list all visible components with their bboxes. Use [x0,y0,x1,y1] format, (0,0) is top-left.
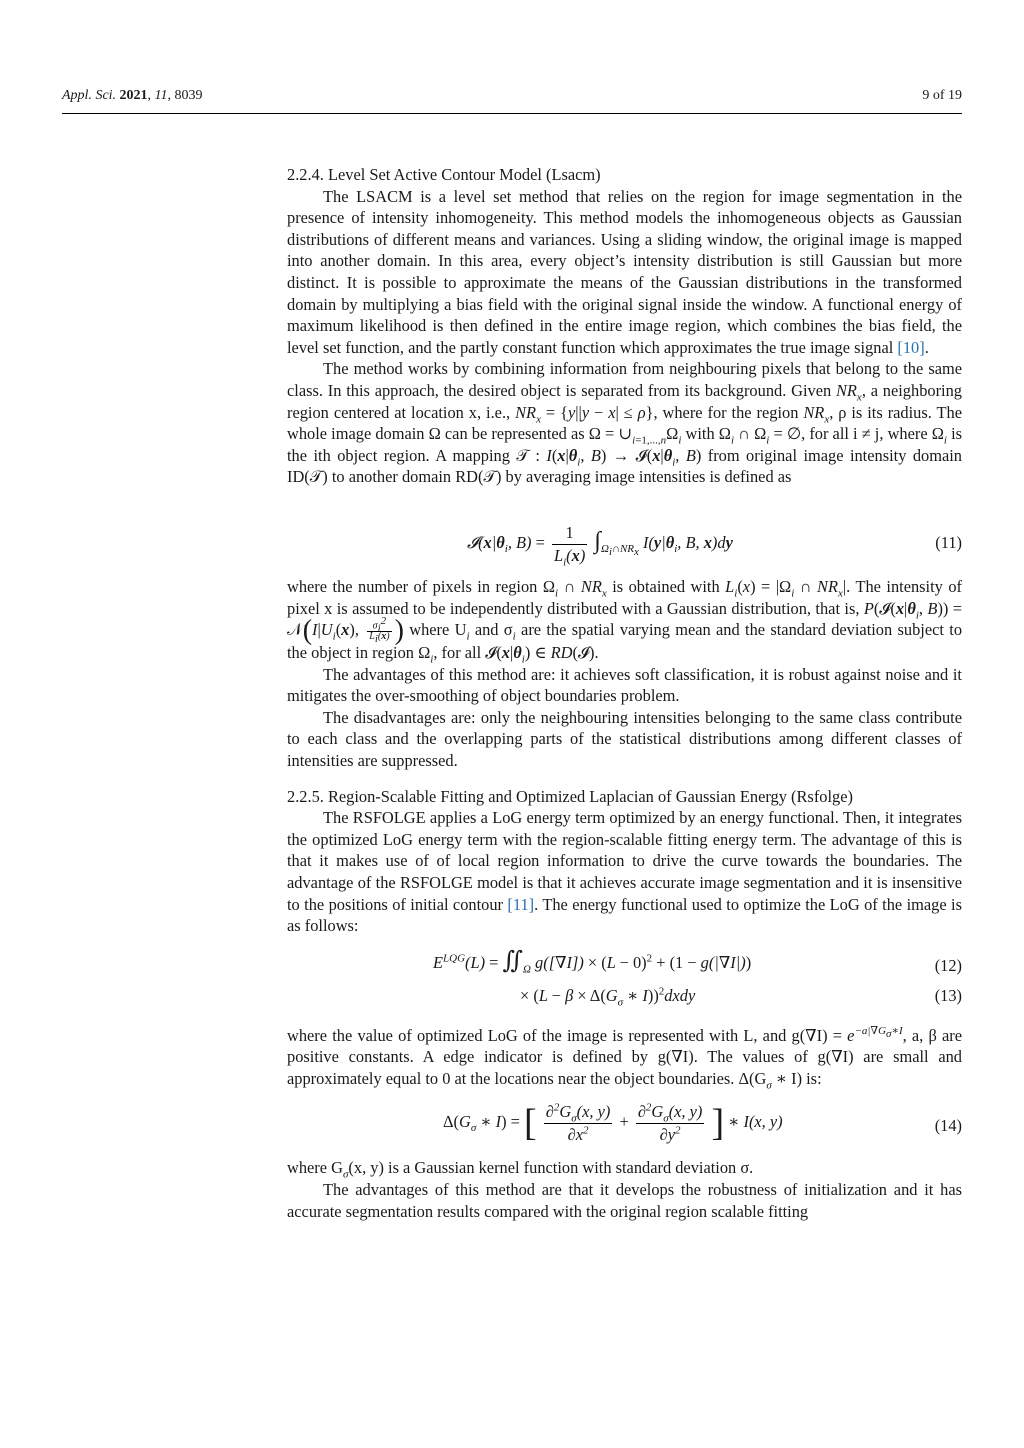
paragraph: The disadvantages are: only the neighbouring intensities belonging to the same class contribute to each class and the overlapping parts of the statistical distributions among different classes of intensities are suppressed. [287,707,962,770]
journal-volume: 11 [154,88,168,103]
paragraph: where $G_\sigma(x$, y) is a Gaussian kernel function with standard deviation σ. [287,1158,754,1181]
journal-year: 2021 [119,88,148,103]
equation-12: $E^{LQG}(L)$ = $∬_\Omega$ $g([\nabla I]) \times (L - 0)^2 + (1 - g(|\nabla I|))$ (12) [433,947,962,975]
article-number: 8039 [174,88,203,103]
citation-link[interactable]: [10] [897,337,925,357]
equation-13: × ($L - \beta \times \Delta(G_\sigma$ ∗ I))$^2$dxdy (13) [520,985,962,1008]
equation-number: (14) [934,1116,962,1136]
paragraph: where the number of pixels in region $\Omega_i$ ∩ $NR_x$ is obtained with $L_i(x) = |\Omega_i$ ∩ $NR_x|$. The intensity of pixel x is assumed to be independently distributed with a Gaussian distribution, that is, $P(𝓘(x|\theta_i$, $B)) = 𝒩(I|U_i(x)$, $\frac{\sigma_i^2}{L_i(x)}$ ) where $U_i$ and $\sigma_i$ are the spatial varying mean and the standard deviation subject to the object in region $\Omega_i$, for all $𝓘(x|\theta_i)$ ∈ RD(𝓘). [287,576,963,666]
equation-11: $𝓘(x|\theta_i$, B) = $\frac{1}{L_i(x)}$ $\int_{\Omega_i\cap NR_x}$ $I(y|\theta_i$, B, x)dy (11) [467,522,962,568]
main-column [287,164,962,1222]
running-header: Appl. Sci. 2021, 11, 8039 [62,88,203,103]
equation-number: (13) [934,985,962,1005]
citation-link[interactable]: [11] [507,894,535,914]
section-heading-2-2-4: 2.2.4. Level Set Active Contour Model (Lsacm) [287,165,601,184]
section-heading-2-2-5: 2.2.5. Region-Scalable Fitting and Optimized Laplacian of Gaussian Energy (Rsfolge) [287,786,853,806]
paragraph: where the value of optimized LoG of the image is represented with L, and $g(\nabla I) = e^{-a|\nabla G_\sigma∗I}$, a, β are positive constants. A edge indicator is defined by g(∇I). The values of g(∇I) are small and approximately equal to 0 at the locations near the object boundaries. $\Delta(G_\sigma$ ∗ I) is: [287,1025,962,1092]
paragraph: The advantages of this method are that it develops the robustness of initialization and it has accurate segmentation results compared with the original region scalable fitting [287,1180,962,1221]
paragraph: The method works by combining information from neighbouring pixels that belong to the same class. In this approach, the desired object is separated from its background. Given $NR_x$, a neighboring region centered at location x, i.e., $NR_x = \{y||y - x| \le \rho\}$, where for the region $NR_x$, ρ is its radius. The whole image domain Ω can be represented as $\Omega = \cup_{i=1,...,n}\Omega_i$ with $\Omega_i$ ∩ $\Omega_i$ = ∅, for all i ≠ j, where $\Omega_i$ is the ith object region. A mapping 𝒯 : $I(x|\theta_i$, $B) \to 𝓘(x|\theta_i$, B) from original image intensity domain ID(𝒯) to another domain RD(𝒯) by averaging image intensities is defined as [287,359,963,487]
page-number: 9 of 19 [922,88,962,103]
equation-14: $\Delta(G_\sigma$ ∗ I) = [ $\frac{\partial^2G_\sigma(x, y)}{\partial x^2}$ + $\frac{\partial^2G_\sigma(x, y)}{\partial y^2}$ ] ∗ I(x, y) (14) [443,1102,962,1145]
journal-name: Appl. Sci. [62,88,117,103]
equation-number: (12) [934,955,962,975]
paragraph: The advantages of this method are: it achieves soft classification, it is robust against noise and it mitigates the over-smoothing of object boundaries problem. [287,664,962,706]
paragraph: The RSFOLGE applies a LoG energy term optimized by an energy functional. Then, it integrates the optimized LoG energy term with the region-scalable fitting energy term. The advantage of this is that it makes use of of local region information to drive the curve towards the boundaries. The advantage of the RSFOLGE model is that it achieves accurate image segmentation and it is insensitive to the positions of initial contour [11]. The energy functional used to optimize the LoG of the image is as follows: [287,808,962,936]
paragraph: The LSACM is a level set method that relies on the region for image segmentation in the presence of intensity inhomogeneity. This method models the inhomogeneous objects as Gaussian distributions of different means and variances. Using a sliding window, the original image is mapped into another domain. In this area, every object’s intensity distribution is still Gaussian but more distinct. It is possible to approximate the means of the Gaussian distributions in the transformed domain by multiplying a bias field with the original signal inside the window. A functional energy of maximum likelihood is then defined in the entire image region, which combines the bias field, the level set function, and the partly constant function which approximates the true image signal [10]. [287,186,962,357]
header-rule [62,113,962,114]
equation-number: (11) [935,532,962,552]
